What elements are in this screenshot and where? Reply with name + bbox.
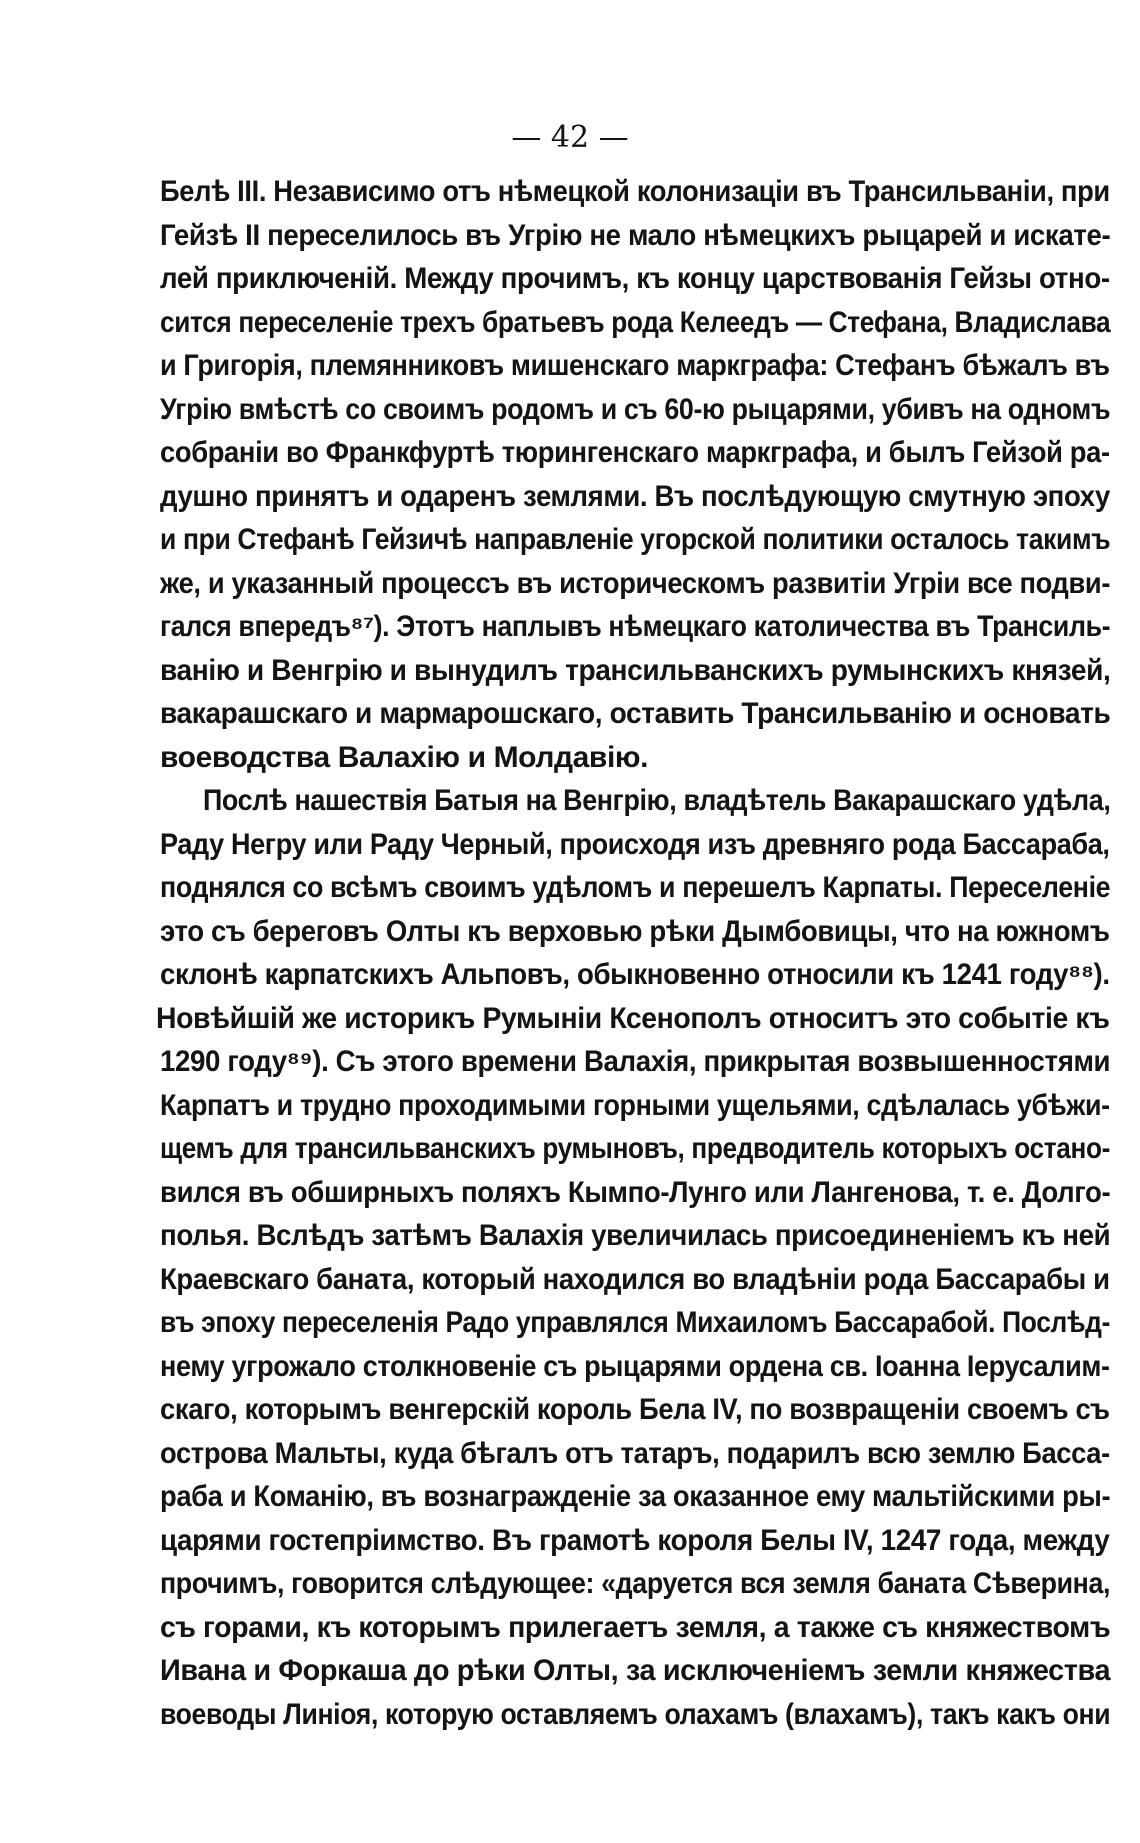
text-line: поднялся со всѣмъ своимъ удѣломъ и перешелъ Карпаты. Переселеніе bbox=[160, 871, 1111, 904]
paragraph-start-line: Послѣ нашествія Батыя на Венгрію, владѣтель Вакарашскаго удѣла, bbox=[202, 784, 1111, 817]
text-line: Новѣйшій же историкъ Румыніи Ксенополъ относитъ это событіе къ bbox=[156, 1001, 1110, 1035]
text-line: 1290 году⁸⁹). Съ этого времени Валахія, прикрытая возвышенностями bbox=[160, 1045, 1111, 1078]
text-line: Карпатъ и трудно проходимыми горными ущельями, сдѣлалась убѣжи- bbox=[160, 1088, 1110, 1122]
text-line: воеводы Линіоя, которую оставляемъ олахамъ (влахамъ), такъ какъ они bbox=[160, 1697, 1111, 1731]
text-line: прочимъ, говорится слѣдующее: «даруется вся земля баната Сѣверина, bbox=[160, 1567, 1111, 1600]
paragraph-end-line: воеводства Валахію и Молдавію. bbox=[160, 740, 649, 774]
text-line: вился въ обширныхъ поляхъ Кымпо-Лунго или Лангенова, т. е. Долго- bbox=[160, 1175, 1111, 1209]
text-line: и Григорія, племянниковъ мишенскаго маркграфа: Стефанъ бѣжалъ въ bbox=[160, 349, 1110, 382]
text-line: скаго, которымъ венгерскій король Бела IV, по возвращеніи своемъ съ bbox=[160, 1393, 1110, 1426]
text-line: съ горами, къ которымъ прилегаетъ земля, а также съ княжествомъ bbox=[160, 1610, 1111, 1644]
text-line: Краевскаго баната, который находился во владѣніи рода Бассарабы и bbox=[160, 1262, 1110, 1296]
text-line: склонѣ карпатскихъ Альповъ, обыкновенно относили къ 1241 году⁸⁸). bbox=[160, 958, 1110, 991]
text-line: острова Мальты, куда бѣгалъ отъ татаръ, подарилъ всю землю Басса- bbox=[160, 1436, 1110, 1470]
text-line: душно принятъ и одаренъ землями. Въ послѣдующую смутную эпоху bbox=[160, 479, 1110, 513]
text-line: лей приключеній. Между прочимъ, къ концу царствованія Гейзы отно- bbox=[160, 262, 1110, 295]
text-line: раба и Команію, въ вознагражденіе за оказанное ему мальтійскими ры- bbox=[160, 1480, 1111, 1513]
text-line: нему угрожало столкновеніе съ рыцарями ордена св. Іоанна Іерусалим- bbox=[160, 1349, 1110, 1383]
text-line: царями гостепріимство. Въ грамотѣ короля Белы IV, 1247 года, между bbox=[160, 1523, 1110, 1557]
text-line: же, и указанный процессъ въ историческомъ развитіи Угріи все подви- bbox=[160, 566, 1111, 600]
text-line: ванію и Венгрію и вынудилъ трансильванскихъ румынскихъ князей, bbox=[160, 653, 1111, 687]
text-line: сится переселеніе трехъ братьевъ рода Келеедъ — Стефана, Владислава bbox=[160, 305, 1111, 339]
text-line: собраніи во Франкфуртѣ тюрингенскаго маркграфа, и былъ Гейзой ра- bbox=[160, 436, 1110, 469]
text-line: Угрію вмѣстѣ со своимъ родомъ и съ 60-ю рыцарями, убивъ на одномъ bbox=[160, 392, 1111, 426]
page-number: — 42 — bbox=[511, 120, 629, 155]
text-line: Ивана и Форкаша до рѣки Олты, за исключеніемъ земли княжества bbox=[160, 1654, 1111, 1687]
text-line: щемъ для трансильванскихъ румыновъ, предводитель которыхъ остано- bbox=[160, 1132, 1110, 1165]
text-line: Белѣ III. Независимо отъ нѣмецкой колонизаціи въ Трансильваніи, при bbox=[160, 175, 1110, 208]
text-line: полья. Вслѣдъ затѣмъ Валахія увеличилась присоединеніемъ къ ней bbox=[160, 1219, 1111, 1252]
text-line: Гейзѣ II переселилось въ Угрію не мало нѣмецкихъ рыцарей и искате- bbox=[160, 218, 1111, 252]
text-line: въ эпоху переселенія Радо управлялся Михаиломъ Бассарабой. Послѣд- bbox=[160, 1306, 1111, 1339]
text-line: это съ береговъ Олты къ верховью рѣки Дымбовицы, что на южномъ bbox=[160, 914, 1110, 948]
body-text bbox=[156, 170, 1111, 1736]
text-line: гался впередъ⁸⁷). Этотъ наплывъ нѣмецкаго католичества въ Трансиль- bbox=[160, 610, 1111, 643]
text-line: и при Стефанѣ Гейзичѣ направленіе угорской политики осталось такимъ bbox=[160, 523, 1111, 556]
text-line: вакарашскаго и мармарошскаго, оставить Трансильванію и основать bbox=[160, 697, 1111, 730]
text-line: Раду Негру или Раду Черный, происходя изъ древняго рода Бассараба, bbox=[160, 827, 1110, 861]
